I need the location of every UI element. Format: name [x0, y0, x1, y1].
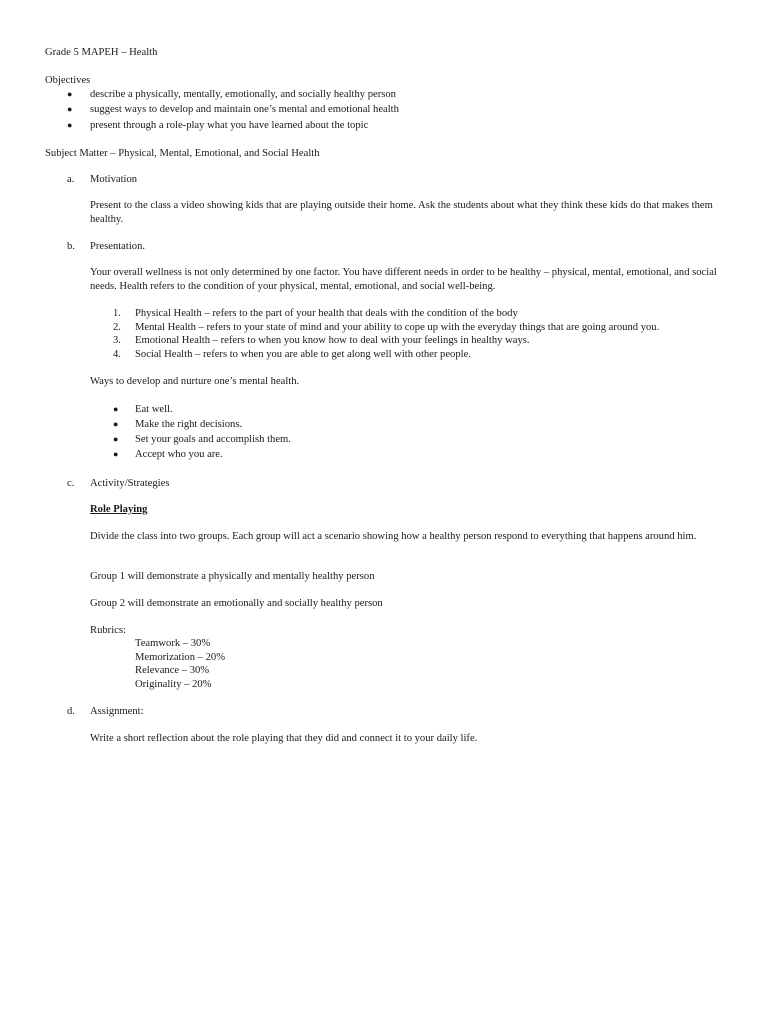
- rubric-item: Originality – 20%: [135, 679, 212, 690]
- ways-item: Accept who you are.: [135, 449, 223, 460]
- section-heading-presentation: Presentation.: [90, 241, 146, 252]
- ways-item: Make the right decisions.: [135, 419, 243, 430]
- numbered-marker: 4.: [113, 349, 121, 360]
- section-marker: c.: [67, 478, 75, 489]
- document-title: Grade 5 MAPEH – Health: [45, 47, 158, 58]
- role-playing-subheading: Role Playing: [90, 504, 148, 515]
- section-marker: b.: [67, 241, 75, 252]
- group2-text: Group 2 will demonstrate an emotionally and socially healthy person: [90, 598, 383, 609]
- rubrics-heading: Rubrics:: [90, 625, 126, 636]
- assignment-text: Write a short reflection about the role playing that they did and connect it to your daily life.: [90, 733, 478, 744]
- numbered-item: Physical Health – refers to the part of your health that deals with the condition of the body: [135, 308, 518, 319]
- section-marker: d.: [67, 706, 75, 717]
- motivation-text: Present to the class a video showing kids that are playing outside their home. Ask the students about what they think these kids do that makes them healthy.: [90, 200, 713, 225]
- objective-item: suggest ways to develop and maintain one’s mental and emotional health: [90, 104, 399, 115]
- section-heading-activity: Activity/Strategies: [90, 478, 170, 489]
- bullet-icon: ●: [67, 89, 73, 99]
- bullet-icon: ●: [113, 434, 119, 444]
- bullet-icon: ●: [113, 419, 119, 429]
- group1-text: Group 1 will demonstrate a physically and mentally healthy person: [90, 571, 375, 582]
- ways-item: Set your goals and accomplish them.: [135, 434, 291, 445]
- subject-matter: Subject Matter – Physical, Mental, Emotional, and Social Health: [45, 148, 320, 159]
- numbered-marker: 3.: [113, 335, 121, 346]
- numbered-item: Mental Health – refers to your state of mind and your ability to cope up with the everyday things that are going around you.: [135, 322, 660, 333]
- ways-item: Eat well.: [135, 404, 173, 415]
- section-marker: a.: [67, 174, 75, 185]
- bullet-icon: ●: [113, 449, 119, 459]
- numbered-item: Emotional Health – refers to when you know how to deal with your feelings in healthy ways.: [135, 335, 530, 346]
- presentation-text: Your overall wellness is not only determined by one factor. You have different needs in order to be healthy – physical, mental, emotional, and social needs. Health refers to the condition of your physical, mental, emotional, and social well-being.: [90, 267, 717, 292]
- bullet-icon: ●: [113, 404, 119, 414]
- section-heading-assignment: Assignment:: [90, 706, 144, 717]
- bullet-icon: ●: [67, 104, 73, 114]
- objectives-heading: Objectives: [45, 75, 91, 86]
- section-heading-motivation: Motivation: [90, 174, 138, 185]
- rubric-item: Memorization – 20%: [135, 652, 226, 663]
- rubric-item: Relevance – 30%: [135, 665, 210, 676]
- activity-text: Divide the class into two groups. Each group will act a scenario showing how a healthy person respond to everything that happens around him.: [90, 531, 697, 542]
- rubric-item: Teamwork – 30%: [135, 638, 211, 649]
- objective-item: present through a role-play what you have learned about the topic: [90, 120, 369, 131]
- ways-heading: Ways to develop and nurture one’s mental health.: [90, 376, 300, 387]
- bullet-icon: ●: [67, 120, 73, 130]
- objective-item: describe a physically, mentally, emotionally, and socially healthy person: [90, 89, 396, 100]
- numbered-marker: 1.: [113, 308, 121, 319]
- numbered-marker: 2.: [113, 322, 121, 333]
- numbered-item: Social Health – refers to when you are able to get along well with other people.: [135, 349, 471, 360]
